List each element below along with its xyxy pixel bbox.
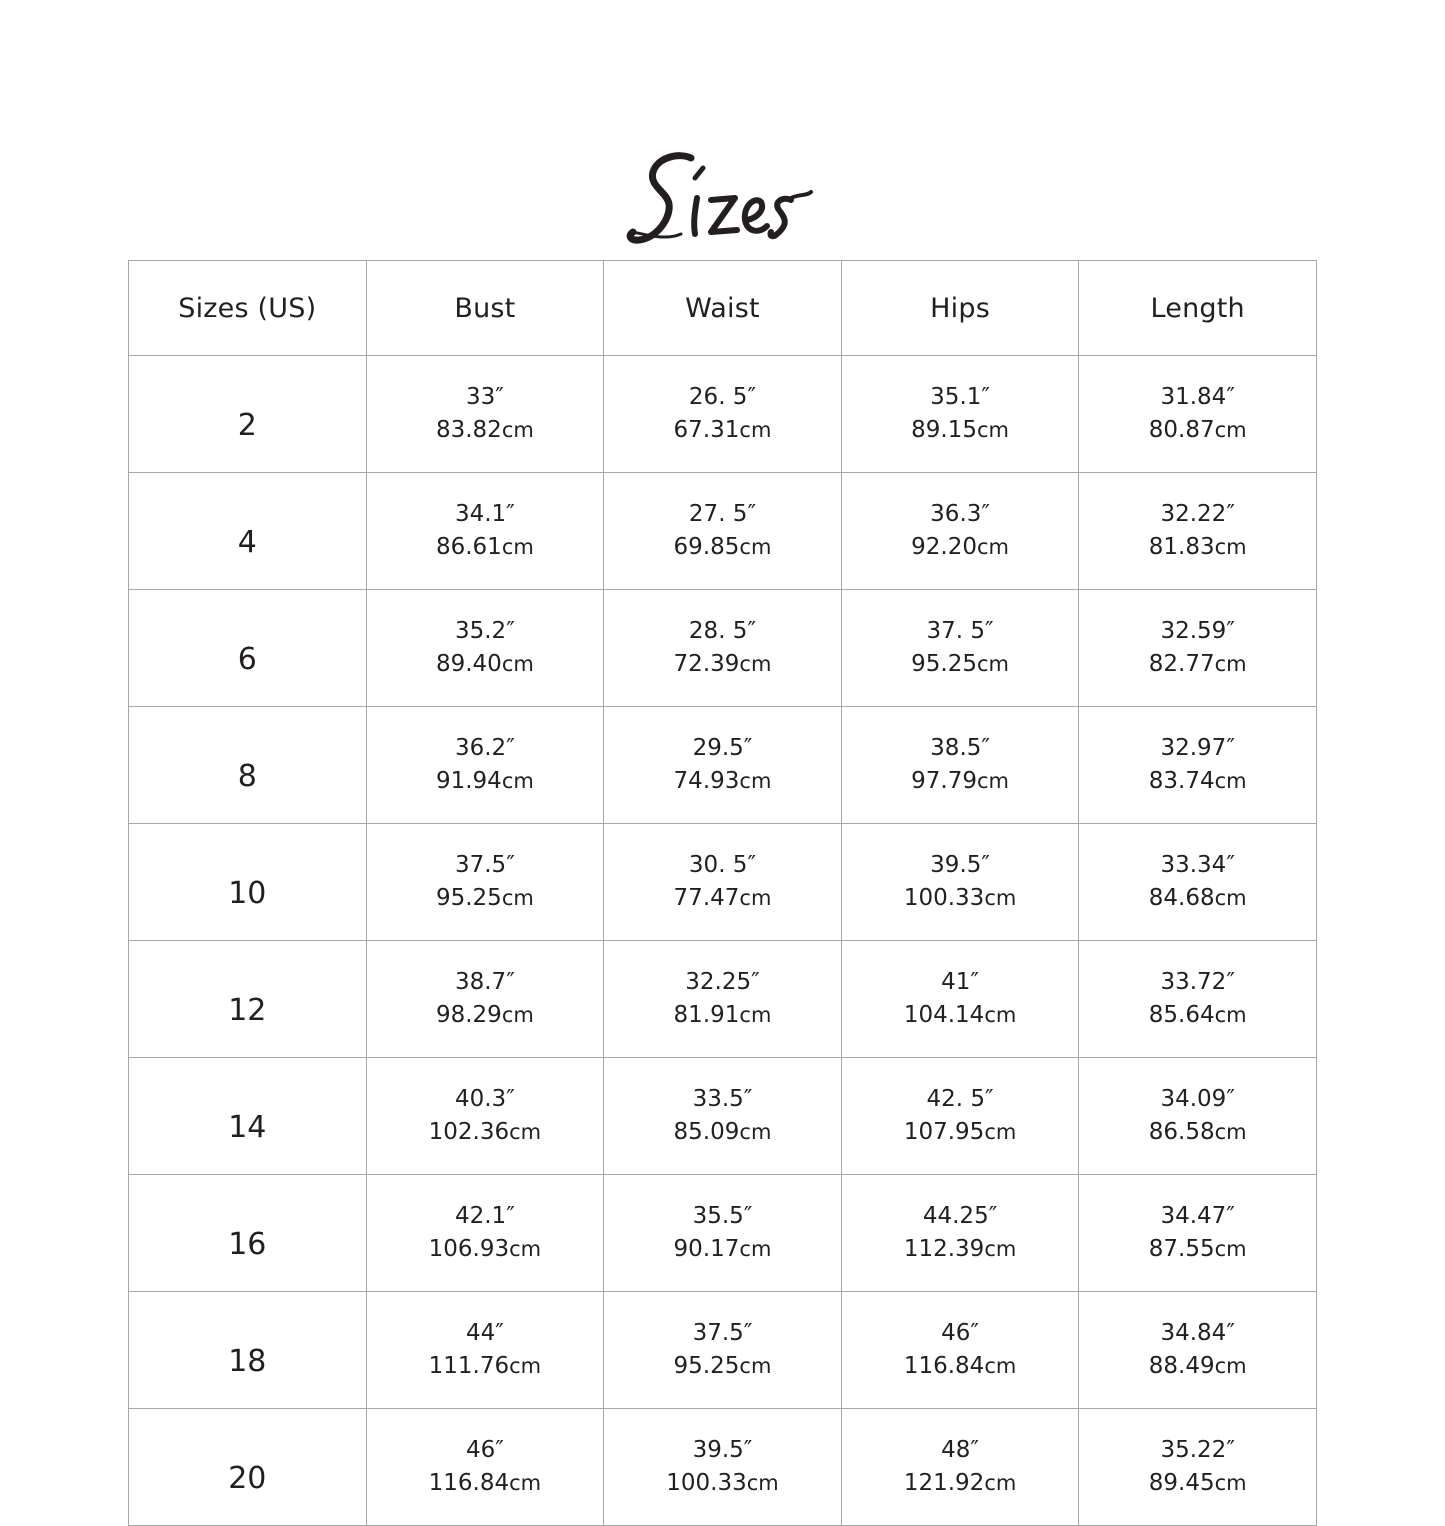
header-length: Length bbox=[1079, 261, 1317, 356]
waist-measurement bbox=[604, 617, 841, 679]
waist-inches: 26. 5″ bbox=[688, 384, 757, 411]
length-cell bbox=[1079, 356, 1317, 473]
hips-cell bbox=[841, 1175, 1079, 1292]
hips-cell bbox=[841, 824, 1079, 941]
bust-centimeters bbox=[436, 767, 534, 796]
bust-centimeters bbox=[429, 1352, 542, 1381]
length-cell bbox=[1079, 824, 1317, 941]
bust-centimeters bbox=[436, 533, 534, 562]
bust-centimeters bbox=[436, 416, 534, 445]
bust-cm-value: 86.61 bbox=[435, 534, 502, 560]
hips-inches: 35.1″ bbox=[930, 384, 990, 411]
hips-cell bbox=[841, 590, 1079, 707]
bust-inches: 34.1″ bbox=[454, 501, 515, 528]
bust-cell bbox=[366, 1175, 604, 1292]
table-header-row bbox=[129, 261, 1317, 356]
waist-cell bbox=[604, 824, 842, 941]
waist-cell bbox=[604, 1409, 842, 1526]
length-measurement bbox=[1079, 383, 1316, 445]
length-cm-unit: cm bbox=[1214, 652, 1247, 676]
bust-measurement bbox=[367, 968, 604, 1030]
hips-centimeters bbox=[904, 884, 1017, 913]
waist-centimeters bbox=[674, 416, 772, 445]
length-cm-unit: cm bbox=[1214, 1354, 1247, 1378]
hips-measurement bbox=[842, 500, 1079, 562]
bust-inches: 33″ bbox=[465, 384, 504, 411]
table-row bbox=[129, 707, 1317, 824]
length-cell bbox=[1079, 1058, 1317, 1175]
waist-measurement bbox=[604, 383, 841, 445]
length-inches: 34.47″ bbox=[1160, 1203, 1235, 1230]
waist-cm-value: 90.17 bbox=[673, 1236, 740, 1262]
bust-cell bbox=[366, 473, 604, 590]
bust-cm-unit: cm bbox=[501, 1003, 534, 1027]
length-cm-unit: cm bbox=[1214, 1237, 1247, 1261]
waist-centimeters bbox=[674, 1352, 772, 1381]
table-row bbox=[129, 590, 1317, 707]
hips-measurement bbox=[842, 734, 1079, 796]
hips-cell bbox=[841, 1292, 1079, 1409]
hips-measurement bbox=[842, 851, 1079, 913]
length-centimeters bbox=[1149, 650, 1247, 679]
hips-centimeters bbox=[904, 1235, 1017, 1264]
length-cell bbox=[1079, 590, 1317, 707]
hips-cm-value: 121.92 bbox=[903, 1470, 985, 1496]
waist-measurement bbox=[604, 1319, 841, 1381]
hips-centimeters bbox=[904, 1118, 1017, 1147]
waist-cm-value: 67.31 bbox=[673, 417, 740, 443]
length-cm-value: 87.55 bbox=[1148, 1236, 1215, 1262]
hips-measurement bbox=[842, 383, 1079, 445]
bust-cm-value: 89.40 bbox=[435, 651, 502, 677]
table-body bbox=[129, 356, 1317, 1526]
waist-cm-unit: cm bbox=[739, 1003, 772, 1027]
table-row bbox=[129, 941, 1317, 1058]
hips-measurement bbox=[842, 968, 1079, 1030]
length-inches: 32.22″ bbox=[1160, 501, 1235, 528]
length-inches: 31.84″ bbox=[1160, 384, 1235, 411]
length-centimeters bbox=[1149, 1001, 1247, 1030]
length-centimeters bbox=[1149, 1118, 1247, 1147]
length-centimeters bbox=[1149, 1235, 1247, 1264]
hips-cell bbox=[841, 356, 1079, 473]
page-title-text bbox=[0, 140, 1, 141]
length-cm-value: 82.77 bbox=[1148, 651, 1215, 677]
bust-cm-value: 116.84 bbox=[428, 1470, 510, 1496]
hips-cm-unit: cm bbox=[984, 1003, 1017, 1027]
bust-cm-unit: cm bbox=[501, 418, 534, 442]
size-chart-table bbox=[128, 260, 1317, 1526]
length-centimeters bbox=[1149, 416, 1247, 445]
bust-cm-unit: cm bbox=[501, 769, 534, 793]
waist-centimeters bbox=[674, 767, 772, 796]
waist-measurement bbox=[604, 851, 841, 913]
bust-cm-unit: cm bbox=[501, 886, 534, 910]
waist-cm-unit: cm bbox=[739, 1354, 772, 1378]
hips-cm-unit: cm bbox=[977, 652, 1010, 676]
size-cell: 12 bbox=[129, 941, 367, 1058]
bust-cm-value: 91.94 bbox=[435, 768, 502, 794]
hips-centimeters bbox=[904, 1352, 1017, 1381]
waist-centimeters bbox=[674, 533, 772, 562]
size-cell: 18 bbox=[129, 1292, 367, 1409]
bust-cell bbox=[366, 1292, 604, 1409]
hips-inches: 48″ bbox=[941, 1437, 979, 1464]
bust-cm-unit: cm bbox=[509, 1354, 542, 1378]
length-centimeters bbox=[1149, 1469, 1247, 1498]
waist-cm-unit: cm bbox=[739, 886, 772, 910]
hips-centimeters bbox=[911, 650, 1009, 679]
length-cm-value: 86.58 bbox=[1148, 1119, 1215, 1145]
bust-inches: 42.1″ bbox=[454, 1203, 515, 1230]
bust-inches: 35.2″ bbox=[454, 618, 515, 645]
hips-inches: 39.5″ bbox=[930, 852, 990, 879]
length-cm-unit: cm bbox=[1214, 1003, 1247, 1027]
bust-cell bbox=[366, 1058, 604, 1175]
waist-centimeters bbox=[674, 1001, 772, 1030]
bust-cm-value: 111.76 bbox=[428, 1353, 510, 1379]
hips-centimeters bbox=[911, 767, 1009, 796]
length-cm-value: 85.64 bbox=[1148, 1002, 1215, 1028]
length-measurement bbox=[1079, 968, 1316, 1030]
hips-inches: 38.5″ bbox=[930, 735, 990, 762]
bust-cm-value: 95.25 bbox=[435, 885, 502, 911]
size-cell: 8 bbox=[129, 707, 367, 824]
size-cell: 4 bbox=[129, 473, 367, 590]
bust-cm-value: 83.82 bbox=[435, 417, 502, 443]
hips-cm-value: 89.15 bbox=[911, 417, 977, 443]
length-measurement bbox=[1079, 1319, 1316, 1381]
hips-cm-value: 112.39 bbox=[903, 1236, 985, 1262]
hips-cm-unit: cm bbox=[977, 535, 1010, 559]
waist-inches: 30. 5″ bbox=[688, 852, 757, 879]
hips-cm-value: 107.95 bbox=[903, 1119, 985, 1145]
length-cell bbox=[1079, 1409, 1317, 1526]
length-inches: 32.97″ bbox=[1160, 735, 1235, 762]
length-centimeters bbox=[1149, 884, 1247, 913]
length-centimeters bbox=[1149, 1352, 1247, 1381]
length-cm-value: 83.74 bbox=[1148, 768, 1215, 794]
hips-cm-value: 92.20 bbox=[911, 534, 977, 560]
waist-cm-value: 95.25 bbox=[673, 1353, 740, 1379]
length-inches: 32.59″ bbox=[1160, 618, 1235, 645]
length-cm-value: 88.49 bbox=[1148, 1353, 1215, 1379]
waist-cm-value: 100.33 bbox=[666, 1470, 747, 1496]
waist-cell bbox=[604, 356, 842, 473]
bust-inches: 40.3″ bbox=[454, 1086, 515, 1113]
length-cm-unit: cm bbox=[1214, 418, 1247, 442]
header-hips: Hips bbox=[841, 261, 1079, 356]
waist-cell bbox=[604, 473, 842, 590]
length-measurement bbox=[1079, 500, 1316, 562]
waist-inches: 28. 5″ bbox=[688, 618, 757, 645]
hips-measurement bbox=[842, 1085, 1079, 1147]
waist-inches: 37.5″ bbox=[692, 1320, 753, 1347]
waist-cm-value: 72.39 bbox=[673, 651, 740, 677]
length-cell bbox=[1079, 941, 1317, 1058]
hips-cm-value: 104.14 bbox=[903, 1002, 985, 1028]
waist-cm-unit: cm bbox=[746, 1471, 779, 1495]
sizes-script-title-graphic bbox=[623, 140, 823, 255]
header-waist: Waist bbox=[604, 261, 842, 356]
bust-inches: 38.7″ bbox=[454, 969, 515, 996]
waist-measurement bbox=[604, 1085, 841, 1147]
waist-cm-value: 81.91 bbox=[673, 1002, 740, 1028]
waist-centimeters bbox=[674, 650, 772, 679]
length-cm-value: 81.83 bbox=[1148, 534, 1215, 560]
hips-measurement bbox=[842, 1202, 1079, 1264]
bust-inches: 44″ bbox=[465, 1320, 504, 1347]
hips-cm-value: 100.33 bbox=[903, 885, 985, 911]
bust-cm-value: 106.93 bbox=[428, 1236, 510, 1262]
waist-cell bbox=[604, 1058, 842, 1175]
hips-cell bbox=[841, 941, 1079, 1058]
bust-cm-unit: cm bbox=[509, 1237, 542, 1261]
bust-centimeters bbox=[436, 1001, 534, 1030]
hips-measurement bbox=[842, 617, 1079, 679]
length-cm-unit: cm bbox=[1214, 1471, 1247, 1495]
hips-inches: 41″ bbox=[941, 969, 979, 996]
size-cell: 16 bbox=[129, 1175, 367, 1292]
bust-centimeters bbox=[429, 1118, 542, 1147]
waist-cm-value: 69.85 bbox=[673, 534, 740, 560]
size-cell: 2 bbox=[129, 356, 367, 473]
length-cm-unit: cm bbox=[1214, 886, 1247, 910]
bust-measurement bbox=[367, 1319, 604, 1381]
length-cm-unit: cm bbox=[1214, 535, 1247, 559]
bust-cm-unit: cm bbox=[501, 535, 534, 559]
bust-measurement bbox=[367, 500, 604, 562]
hips-cm-value: 116.84 bbox=[903, 1353, 985, 1379]
waist-cm-unit: cm bbox=[739, 1237, 772, 1261]
table-row bbox=[129, 824, 1317, 941]
waist-cm-value: 85.09 bbox=[673, 1119, 740, 1145]
hips-cm-unit: cm bbox=[984, 1354, 1017, 1378]
size-cell: 6 bbox=[129, 590, 367, 707]
length-cm-value: 89.45 bbox=[1148, 1470, 1215, 1496]
bust-measurement bbox=[367, 1085, 604, 1147]
hips-cm-unit: cm bbox=[977, 769, 1010, 793]
length-measurement bbox=[1079, 851, 1316, 913]
hips-centimeters bbox=[911, 533, 1009, 562]
table-row bbox=[129, 1292, 1317, 1409]
length-inches: 33.34″ bbox=[1160, 852, 1235, 879]
waist-cell bbox=[604, 1175, 842, 1292]
hips-inches: 42. 5″ bbox=[926, 1086, 994, 1113]
waist-inches: 39.5″ bbox=[692, 1437, 753, 1464]
bust-measurement bbox=[367, 734, 604, 796]
waist-inches: 29.5″ bbox=[692, 735, 753, 762]
bust-cm-value: 102.36 bbox=[428, 1119, 510, 1145]
bust-inches: 46″ bbox=[465, 1437, 504, 1464]
header-sizes-us: Sizes (US) bbox=[129, 261, 367, 356]
waist-measurement bbox=[604, 1436, 841, 1498]
hips-inches: 44.25″ bbox=[922, 1203, 998, 1230]
length-cell bbox=[1079, 1292, 1317, 1409]
hips-inches: 36.3″ bbox=[930, 501, 990, 528]
bust-measurement bbox=[367, 383, 604, 445]
hips-inches: 37. 5″ bbox=[926, 618, 994, 645]
length-measurement bbox=[1079, 1202, 1316, 1264]
length-measurement bbox=[1079, 1436, 1316, 1498]
page-title bbox=[0, 140, 1445, 255]
length-measurement bbox=[1079, 617, 1316, 679]
hips-cm-unit: cm bbox=[977, 418, 1010, 442]
header-bust: Bust bbox=[366, 261, 604, 356]
waist-inches: 35.5″ bbox=[692, 1203, 753, 1230]
size-cell: 10 bbox=[129, 824, 367, 941]
table-row bbox=[129, 1409, 1317, 1526]
table-row bbox=[129, 356, 1317, 473]
waist-cell bbox=[604, 1292, 842, 1409]
length-centimeters bbox=[1149, 767, 1247, 796]
bust-centimeters bbox=[436, 650, 534, 679]
size-cell: 20 bbox=[129, 1409, 367, 1526]
hips-cell bbox=[841, 1409, 1079, 1526]
waist-inches: 27. 5″ bbox=[688, 501, 757, 528]
waist-cm-unit: cm bbox=[739, 769, 772, 793]
hips-cm-unit: cm bbox=[984, 1237, 1017, 1261]
hips-cell bbox=[841, 1058, 1079, 1175]
length-cell bbox=[1079, 1175, 1317, 1292]
bust-measurement bbox=[367, 1202, 604, 1264]
bust-cell bbox=[366, 941, 604, 1058]
waist-cm-unit: cm bbox=[739, 1120, 772, 1144]
bust-centimeters bbox=[429, 1469, 542, 1498]
hips-centimeters bbox=[904, 1469, 1017, 1498]
waist-cm-unit: cm bbox=[739, 535, 772, 559]
waist-centimeters bbox=[674, 884, 772, 913]
waist-inches: 33.5″ bbox=[692, 1086, 753, 1113]
bust-cm-unit: cm bbox=[509, 1120, 542, 1144]
waist-cell bbox=[604, 590, 842, 707]
hips-centimeters bbox=[911, 416, 1009, 445]
hips-cell bbox=[841, 473, 1079, 590]
bust-cell bbox=[366, 824, 604, 941]
length-inches: 33.72″ bbox=[1160, 969, 1235, 996]
length-inches: 34.84″ bbox=[1160, 1320, 1235, 1347]
waist-inches: 32.25″ bbox=[685, 969, 760, 996]
table-row bbox=[129, 1058, 1317, 1175]
length-measurement bbox=[1079, 1085, 1316, 1147]
length-inches: 35.22″ bbox=[1160, 1437, 1235, 1464]
waist-centimeters bbox=[666, 1469, 779, 1498]
bust-cell bbox=[366, 707, 604, 824]
bust-cell bbox=[366, 590, 604, 707]
hips-centimeters bbox=[904, 1001, 1017, 1030]
waist-measurement bbox=[604, 500, 841, 562]
length-cm-unit: cm bbox=[1214, 769, 1247, 793]
waist-cm-value: 77.47 bbox=[673, 885, 740, 911]
bust-measurement bbox=[367, 851, 604, 913]
bust-inches: 36.2″ bbox=[454, 735, 515, 762]
bust-cm-value: 98.29 bbox=[435, 1002, 502, 1028]
length-cell bbox=[1079, 473, 1317, 590]
waist-measurement bbox=[604, 1202, 841, 1264]
size-cell: 14 bbox=[129, 1058, 367, 1175]
bust-inches: 37.5″ bbox=[454, 852, 515, 879]
waist-cm-unit: cm bbox=[739, 652, 772, 676]
waist-measurement bbox=[604, 968, 841, 1030]
length-inches: 34.09″ bbox=[1160, 1086, 1235, 1113]
waist-centimeters bbox=[674, 1235, 772, 1264]
hips-measurement bbox=[842, 1436, 1079, 1498]
length-cm-unit: cm bbox=[1214, 1120, 1247, 1144]
hips-cm-unit: cm bbox=[984, 886, 1017, 910]
waist-cm-value: 74.93 bbox=[673, 768, 740, 794]
length-measurement bbox=[1079, 734, 1316, 796]
bust-cm-unit: cm bbox=[509, 1471, 542, 1495]
table-row bbox=[129, 1175, 1317, 1292]
waist-cell bbox=[604, 941, 842, 1058]
waist-cell bbox=[604, 707, 842, 824]
bust-measurement bbox=[367, 617, 604, 679]
bust-measurement bbox=[367, 1436, 604, 1498]
hips-inches: 46″ bbox=[941, 1320, 979, 1347]
bust-cm-unit: cm bbox=[501, 652, 534, 676]
hips-measurement bbox=[842, 1319, 1079, 1381]
bust-centimeters bbox=[429, 1235, 542, 1264]
length-centimeters bbox=[1149, 533, 1247, 562]
length-cm-value: 84.68 bbox=[1148, 885, 1215, 911]
waist-cm-unit: cm bbox=[739, 418, 772, 442]
waist-measurement bbox=[604, 734, 841, 796]
table-row bbox=[129, 473, 1317, 590]
hips-cm-value: 95.25 bbox=[911, 651, 977, 677]
length-cm-value: 80.87 bbox=[1148, 417, 1215, 443]
hips-cm-value: 97.79 bbox=[911, 768, 977, 794]
hips-cell bbox=[841, 707, 1079, 824]
hips-cm-unit: cm bbox=[984, 1120, 1017, 1144]
hips-cm-unit: cm bbox=[984, 1471, 1017, 1495]
bust-cell bbox=[366, 1409, 604, 1526]
waist-centimeters bbox=[674, 1118, 772, 1147]
bust-centimeters bbox=[436, 884, 534, 913]
length-cell bbox=[1079, 707, 1317, 824]
bust-cell bbox=[366, 356, 604, 473]
